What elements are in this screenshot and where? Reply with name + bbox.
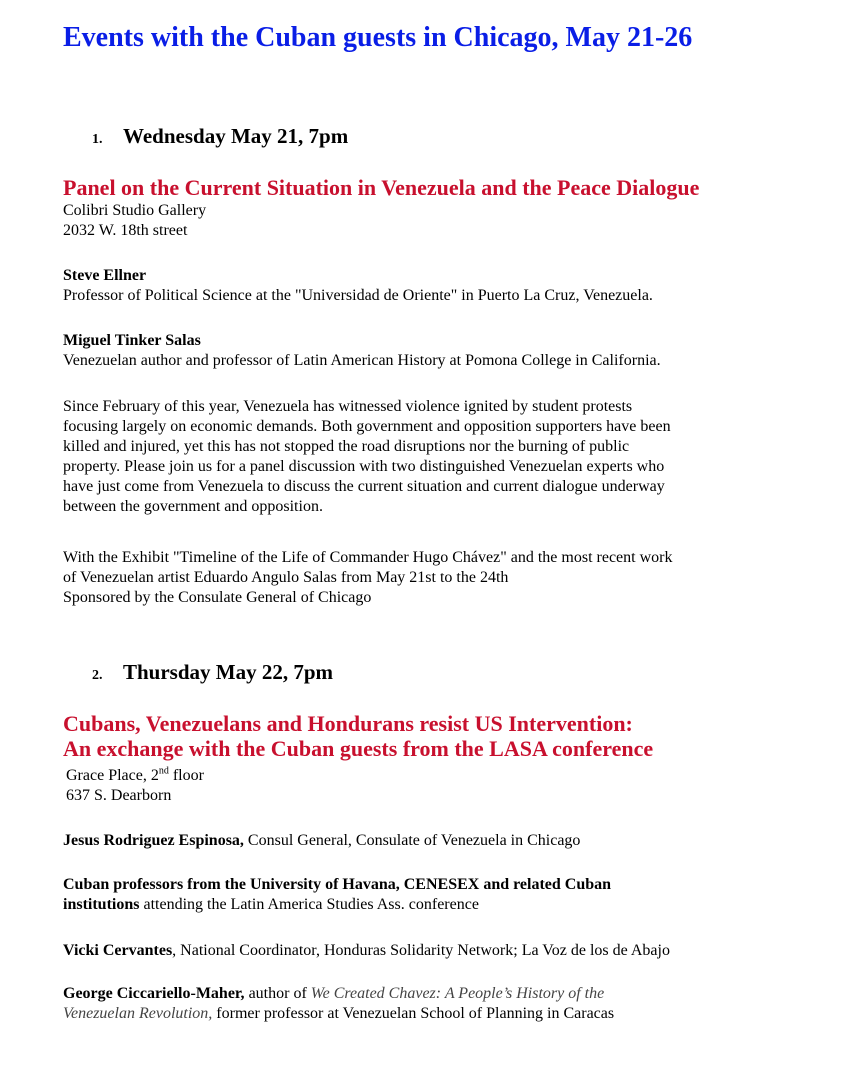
exhibit-line: With the Exhibit "Timeline of the Life of Commander Hugo Chávez" and the most recent work — [63, 549, 673, 566]
event-1-number: 1. — [92, 132, 103, 147]
description-line: killed and injured, yet this has not stopped the road disruptions nor the burning of public — [63, 438, 630, 455]
description-line: between the government and opposition. — [63, 498, 323, 515]
event-2-number: 2. — [92, 668, 103, 683]
speaker-role: Venezuelan author and professor of Latin American History at Pomona College in California. — [63, 352, 661, 369]
participant-name-line-1: Cuban professors from the University of Havana, CENESEX and related Cuban — [63, 876, 612, 893]
event-1-day: Wednesday May 21, 7pm — [123, 124, 349, 148]
event-2-day: Thursday May 22, 7pm — [123, 660, 334, 684]
speaker-role: Professor of Political Science at the "Universidad de Oriente" in Puerto La Cruz, Venezuela. — [63, 287, 653, 304]
event-2-venue — [66, 766, 204, 786]
participant-detail-post: former professor at Venezuelan School of Planning in Caracas — [212, 1005, 615, 1022]
event-1-venue: Colibri Studio Gallery — [63, 202, 207, 219]
participant-name-line-2: institutions — [63, 896, 140, 913]
participant-name: George Ciccariello-Maher, — [63, 985, 245, 1002]
event-1-speaker-2 — [63, 331, 661, 371]
participant-detail-pre: author of — [244, 985, 311, 1002]
event-1-exhibit — [63, 548, 672, 608]
book-title-line-2: Venezuelan Revolution, — [63, 1005, 213, 1022]
event-1-description — [63, 397, 671, 517]
exhibit-line: Sponsored by the Consulate General of Chicago — [63, 589, 372, 606]
participant-2 — [63, 875, 611, 915]
page-title: Events with the Cuban guests in Chicago, May 21-26 — [63, 22, 693, 53]
venue-suffix: floor — [168, 767, 204, 784]
description-line: property. Please join us for a panel discussion with two distinguished Venezuelan experts who — [63, 458, 665, 475]
description-line: Since February of this year, Venezuela has witnessed violence ignited by student protests — [63, 398, 633, 415]
venue-prefix: Grace Place, 2 — [66, 767, 159, 784]
participant-detail: Consul General, Consulate of Venezuela in Chicago — [243, 832, 581, 849]
event-1-heading — [92, 124, 348, 149]
participant-detail: , National Coordinator, Honduras Solidarity Network; La Voz de los de Abajo — [172, 942, 670, 959]
event-1-speaker-1 — [63, 266, 653, 306]
speaker-name: Steve Ellner — [63, 267, 147, 284]
participant-1 — [63, 831, 580, 851]
event-1-address: 2032 W. 18th street — [63, 222, 188, 239]
speaker-name: Miguel Tinker Salas — [63, 332, 201, 349]
event-2-location — [66, 766, 204, 806]
event-1-title: Panel on the Current Situation in Venezuela and the Peace Dialogue — [63, 175, 700, 200]
description-line: have just come from Venezuela to discuss the current situation and current dialogue underway — [63, 478, 665, 495]
event-2-title-line-2: An exchange with the Cuban guests from the LASA conference — [63, 736, 654, 761]
participant-name: Vicki Cervantes — [63, 942, 173, 959]
exhibit-line: of Venezuelan artist Eduardo Angulo Salas from May 21st to the 24th — [63, 569, 509, 586]
event-2-title — [63, 711, 653, 761]
book-title-line-1: We Created Chavez: A People’s History of the — [310, 985, 605, 1002]
participant-detail: attending the Latin America Studies Ass. conference — [139, 896, 479, 913]
participant-name: Jesus Rodriguez Espinosa, — [63, 832, 244, 849]
event-2-heading — [92, 660, 333, 685]
event-2-address: 637 S. Dearborn — [66, 787, 172, 804]
participant-3 — [63, 941, 670, 961]
venue-sup: nd — [158, 765, 169, 777]
description-line: focusing largely on economic demands. Both government and opposition supporters have been — [63, 418, 671, 435]
participant-4 — [63, 984, 614, 1024]
event-2-title-line-1: Cubans, Venezuelans and Hondurans resist US Intervention: — [63, 711, 633, 736]
event-1-location — [63, 201, 206, 241]
